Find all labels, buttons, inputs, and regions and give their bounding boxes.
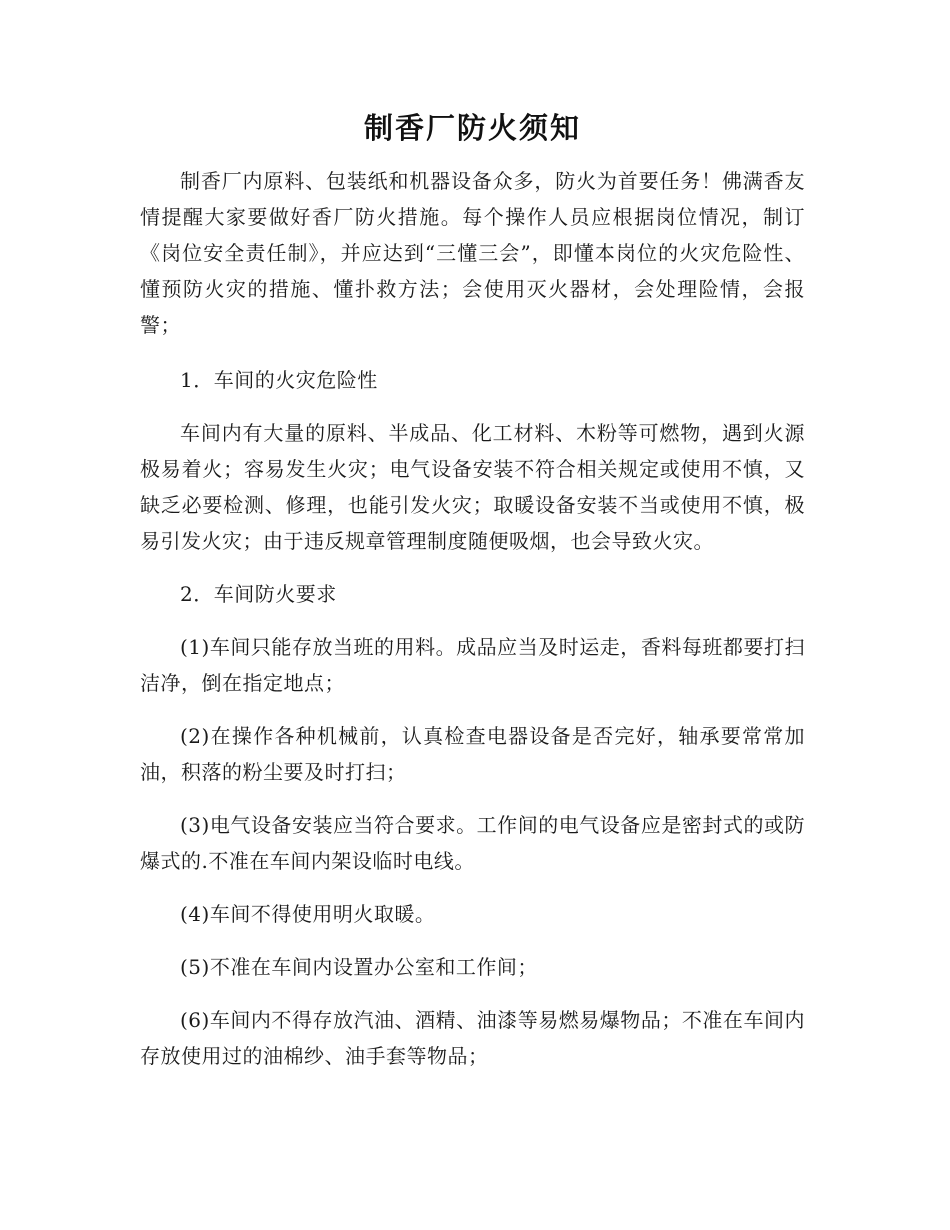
- requirement-item-3: (3)电气设备安装应当符合要求。工作间的电气设备应是密封式的或防爆式的.不准在车间内架设临时电线。: [140, 813, 805, 873]
- requirement-item-5: (5)不准在车间内设置办公室和工作间；: [180, 955, 538, 979]
- requirement-item-4: (4)车间不得使用明火取暖。: [180, 902, 436, 926]
- requirement-item-2: (2)在操作各种机械前，认真检查电器设备是否完好，轴承要常常加油，积落的粉尘要及时打扫；: [140, 724, 805, 784]
- document-title: 制香厂防火须知: [363, 111, 581, 145]
- document-page: [140, 108, 805, 1091]
- requirement-item-6: (6)车间内不得存放汽油、酒精、油漆等易燃易爆物品；不准在车间内存放使用过的油棉纱、油手套等物品；: [140, 1008, 805, 1068]
- requirement-item-1: (1)车间只能存放当班的用料。成品应当及时运走，香料每班都要打扫洁净，倒在指定地点；: [140, 635, 805, 695]
- intro-paragraph: 制香厂内原料、包装纸和机器设备众多，防火为首要任务！佛满香友情提醒大家要做好香厂防火措施。每个操作人员应根据岗位情况，制订《岗位安全责任制》，并应达到“三懂三会”，即懂本岗位的火灾危险性、懂预防火灾的措施、懂扑救方法；会使用灭火器材，会处理险情，会报警；: [140, 169, 805, 337]
- fire-hazard-paragraph: 车间内有大量的原料、半成品、化工材料、木粉等可燃物，遇到火源极易着火；容易发生火灾；电气设备安装不符合相关规定或使用不慎，又缺乏必要检测、修理，也能引发火灾；取暖设备安装不当或使用不慎，极易引发火灾；由于违反规章管理制度随便吸烟，也会导致火灾。: [140, 421, 805, 553]
- section-heading-fire-requirements: 2．车间防火要求: [180, 582, 337, 606]
- section-heading-fire-hazard: 1．车间的火灾危险性: [180, 368, 378, 392]
